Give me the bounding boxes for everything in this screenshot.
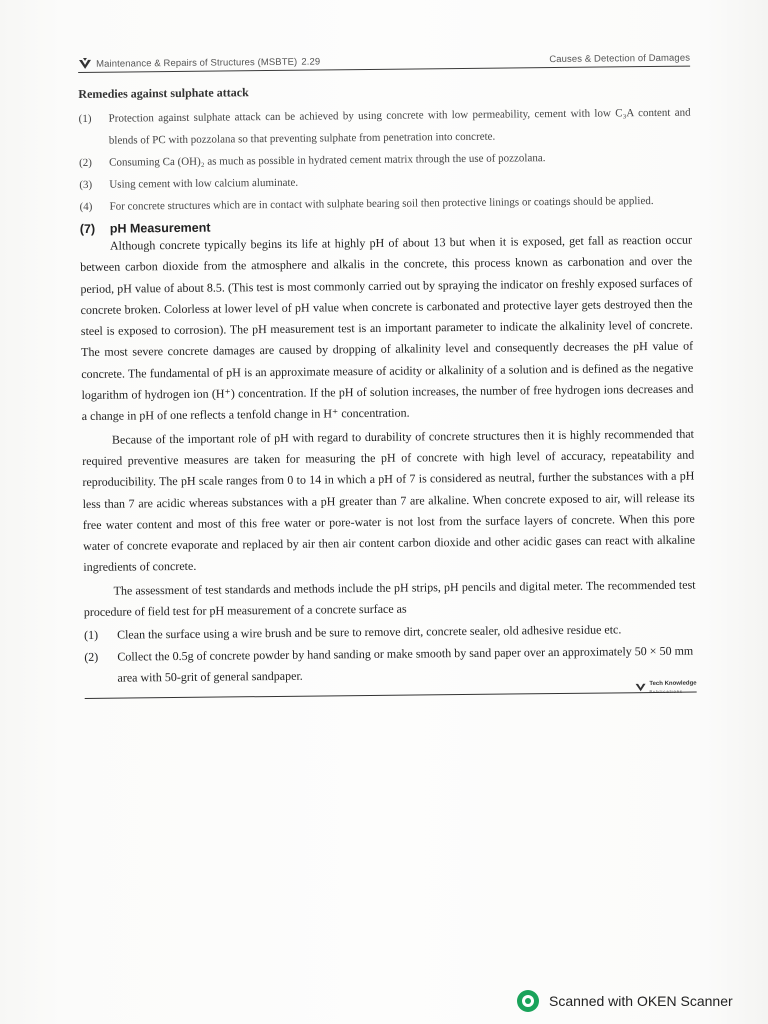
list-item-text: For concrete structures which are in contact with sulphate bearing soil then protective linings or coatings should be applied. [109, 194, 654, 213]
running-header [78, 52, 690, 73]
page-content [78, 52, 697, 713]
procedure-steps [84, 619, 697, 690]
footer-publisher-logo [634, 680, 696, 695]
list-item [79, 102, 691, 152]
header-chapter-title: Causes & Detection of Damages [549, 52, 691, 66]
header-page-number: 2.29 [301, 55, 321, 68]
publisher-subtitle: Publications [649, 688, 684, 694]
publisher-logo-icon [634, 682, 646, 694]
list-item-text: Consuming Ca (OH)₂ as much as possible in hydrated cement matrix through the use of pozzolana. [109, 152, 546, 169]
section-title: pH Measurement [109, 220, 211, 236]
step-text: Collect the 0.5g of concrete powder by hand sanding or make smooth by sand paper over an approximately 50 × 50 mm area with 50-grit of general sandpaper. [117, 643, 694, 685]
scanner-label: Scanned with OKEN Scanner [549, 993, 733, 1009]
step-item [84, 640, 696, 689]
list-item-text: Using cement with low calcium aluminate. [109, 176, 299, 191]
header-book-title: Maintenance & Repairs of Structures (MSBTE) [96, 56, 298, 70]
scanner-watermark [517, 990, 733, 1012]
body-paragraph: Because of the important role of pH with regard to durability of concrete structures then it is highly recommended that required preventive measures are taken for measuring the pH of concrete with high level of accuracy, repeatability and reproducibility. The pH scale ranges from 0 to 14 in which a pH of 7 is considered as neutral, further the substances with a pH less than 7 are acidic whereas substances with a pH greater than 7 are alkaline. When concrete exposed to air, will release its free water content and most of this free water or pore-water is not lost from the surface layers of concrete. When this pore water of concrete evaporate and replaced by air then air content carbon dioxide and other acidic gases can react with alkaline ingredients of concrete. [82, 426, 696, 575]
section-number: (7) [79, 221, 96, 236]
remedies-heading: Remedies against sulphate attack [78, 85, 249, 101]
list-item-text: Protection against sulphate attack can be achieved by using concrete with low permeability, cement with low C₃A content and blends of PC with pozzolana so that preventing sulphate from penetration into concrete. [108, 106, 691, 147]
step-number: (2) [84, 649, 99, 664]
publisher-logo-icon [78, 58, 92, 70]
step-number: (1) [83, 628, 99, 643]
oken-scanner-logo-icon [517, 990, 539, 1012]
list-item-number: (1) [78, 112, 92, 125]
body-paragraph: Although concrete typically begins its life at highly pH of about 13 but when it is exposed, get fall as reaction occur between carbon dioxide from the atmosphere and alkalis in the concrete, this process known as carbonation and over the period, pH value of about 8.5. (This test is most commonly carried out by spraying the indicator on freshly exposed surfaces of concrete broken. Colorless at lower level of pH value when concrete is carbonated and protective layer gets destroyed then the steel is exposed to corrosion). The pH measurement test is an important parameter to indicate the alkalinity level of concrete. The most severe concrete damages are caused by dropping of alkalinity level and consequently decreases the pH value of concrete. The fundamental of pH is an approximate measure of acidity or alkalinity of a solution and is defined as the negative logarithm of hydrogen ion (H⁺) concentration. If the pH of solution increases, the number of free hydrogen ions decreases and a change in pH of one reflects a tenfold change in H⁺ concentration. [80, 232, 694, 424]
footer-rule [85, 680, 697, 712]
list-item-number: (4) [79, 200, 93, 213]
publisher-name: Tech Knowledge [649, 680, 697, 687]
list-item-number: (3) [79, 178, 93, 191]
body-paragraph: The assessment of test standards and methods include the pH strips, pH pencils and digital meter. The recommended test procedure of field test for pH measurement of a concrete surface as [83, 577, 696, 620]
step-text: Clean the surface using a wire brush and be sure to remove dirt, concrete sealer, old adhesive residue etc. [116, 622, 622, 642]
header-left [78, 55, 320, 70]
list-item-number: (2) [79, 156, 92, 169]
remedies-list [79, 102, 692, 218]
